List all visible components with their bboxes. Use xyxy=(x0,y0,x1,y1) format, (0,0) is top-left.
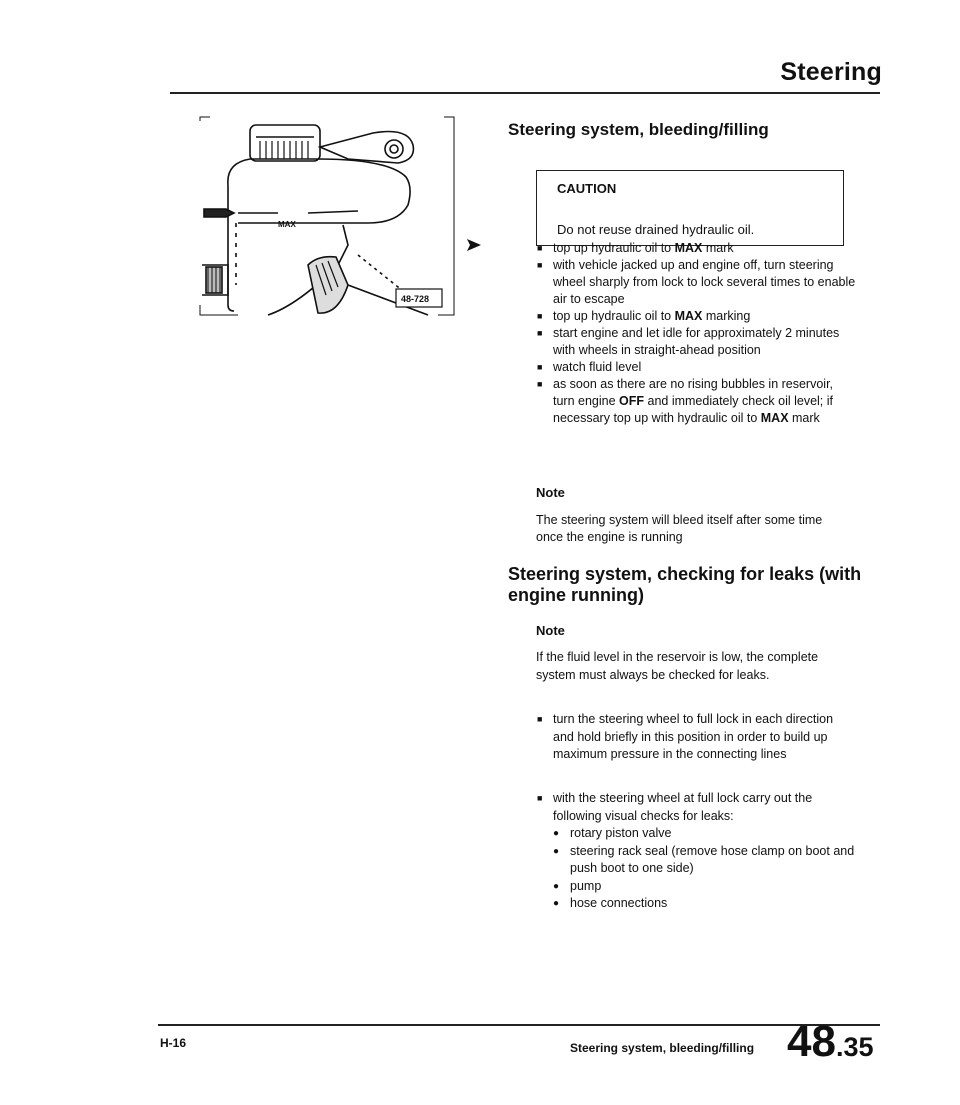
check-item: ● hose connections xyxy=(553,895,856,913)
visual-checks-list xyxy=(536,790,856,913)
section1-title: Steering system, bleeding/filling xyxy=(508,120,769,139)
footer-section-title: Steering system, bleeding/filling xyxy=(570,1041,755,1055)
figure-label: 48-728 xyxy=(401,294,430,304)
note-label: Note xyxy=(536,623,565,638)
page-header-title: Steering xyxy=(780,58,882,86)
note-text: If the fluid level in the reservoir is low, the complete system must always be checked for leaks. xyxy=(536,650,819,682)
list-item: ■ turn the steering wheel to full lock in each direction and hold briefly in this position in order to build up maximum pressure in the connecting lines xyxy=(536,711,856,764)
max-mark-label: MAX xyxy=(278,220,296,229)
note-label: Note xyxy=(536,485,565,500)
list-item: ■ watch fluid level xyxy=(536,359,856,376)
note-text: The steering system will bleed itself after some time once the engine is running xyxy=(536,513,823,544)
section2-title: Steering system, checking for leaks (with engine running) xyxy=(508,564,862,605)
bleeding-steps-list xyxy=(536,240,856,427)
page-number-major: 48 xyxy=(787,1017,836,1066)
list-item: ■ start engine and let idle for approximately 2 minutes with wheels in straight-ahead position xyxy=(536,325,856,359)
reservoir-illustration xyxy=(198,115,456,320)
list-item: ■ top up hydraulic oil to MAX marking xyxy=(536,308,856,325)
list-item: ■ with the steering wheel at full lock carry out the following visual checks for leaks: ● rotary piston valve ● steering rack seal (remove hose clamp on boot and push boot to one side) ● pump ● hose connections xyxy=(536,790,856,913)
check-item: ● steering rack seal (remove hose clamp on boot and push boot to one side) xyxy=(553,843,856,878)
pointer-arrow-icon xyxy=(466,238,482,252)
footer-rule xyxy=(158,1024,880,1026)
header-rule xyxy=(170,92,880,94)
check-item: ● pump xyxy=(553,878,856,896)
list-item: ■ as soon as there are no rising bubbles in reservoir, turn engine OFF and immediately check oil level; if necessary top up with hydraulic oil to MAX mark xyxy=(536,376,856,427)
leak-check-step-list xyxy=(536,711,856,764)
page-number-minor: .35 xyxy=(835,1032,874,1062)
list-item: ■ with vehicle jacked up and engine off, turn steering wheel sharply from lock to lock several times to enable air to escape xyxy=(536,257,856,308)
checks-sublist xyxy=(553,825,856,913)
caution-title: CAUTION xyxy=(557,181,617,196)
check-item: ● rotary piston valve xyxy=(553,825,856,843)
caution-text: Do not reuse drained hydraulic oil. xyxy=(557,222,755,237)
page-number xyxy=(787,1017,874,1069)
list-item: ■ top up hydraulic oil to MAX mark xyxy=(536,240,856,257)
footer-code: H-16 xyxy=(160,1036,187,1050)
